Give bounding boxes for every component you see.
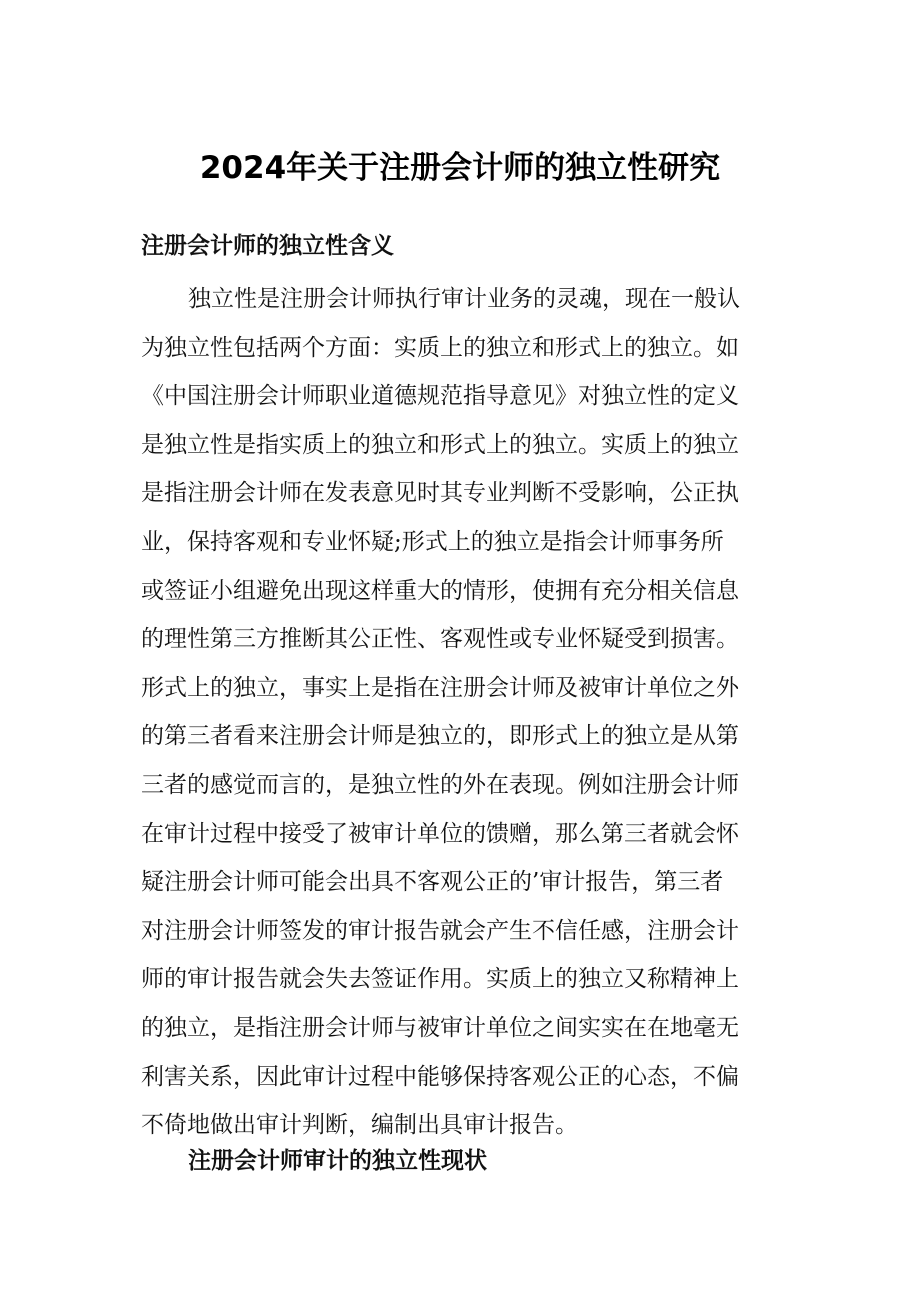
paragraph-line: 对注册会计师签发的审计报告就会产生不信任感，注册会计 xyxy=(141,917,739,944)
paragraph-line: 《中国注册会计师职业道德规范指导意见》对独立性的定义 xyxy=(141,383,739,410)
paragraph-line: 业，保持客观和专业怀疑;形式上的独立是指会计师事务所 xyxy=(141,528,724,555)
paragraph-line: 是独立性是指实质上的独立和形式上的独立。实质上的独立 xyxy=(141,431,739,458)
paragraph-line: 师的审计报告就会失去签证作用。实质上的独立又称精神上 xyxy=(141,966,739,993)
paragraph-line: 形式上的独立，事实上是指在注册会计师及被审计单位之外 xyxy=(141,674,739,701)
section-heading-independence-meaning: 注册会计师的独立性含义 xyxy=(141,232,394,259)
paragraph-line: 利害关系，因此审计过程中能够保持客观公正的心态，不偏 xyxy=(141,1063,739,1090)
document-title: 2024年关于注册会计师的独立性研究 xyxy=(199,150,721,186)
paragraph-line: 或签证小组避免出现这样重大的情形，使拥有充分相关信息 xyxy=(141,577,739,604)
paragraph-line: 是指注册会计师在发表意见时其专业判断不受影响，公正执 xyxy=(141,480,739,507)
paragraph-line: 疑注册会计师可能会出具不客观公正的’审计报告，第三者 xyxy=(141,869,724,896)
paragraph-line: 的第三者看来注册会计师是独立的，即形式上的独立是从第 xyxy=(141,723,739,750)
paragraph-line: 三者的感觉而言的，是独立性的外在表现。例如注册会计师 xyxy=(141,771,739,798)
paragraph-line: 的独立，是指注册会计师与被审计单位之间实实在在地毫无 xyxy=(141,1014,739,1041)
paragraph-line: 独立性是注册会计师执行审计业务的灵魂，现在一般认 xyxy=(188,286,740,312)
paragraph-line: 的理性第三方推断其公正性、客观性或专业怀疑受到损害。 xyxy=(141,626,739,653)
paragraph-line: 不倚地做出审计判断，编制出具审计报告。 xyxy=(141,1112,578,1139)
paragraph-line: 在审计过程中接受了被审计单位的馈赠，那么第三者就会怀 xyxy=(141,820,739,847)
paragraph-line: 为独立性包括两个方面：实质上的独立和形式上的独立。如 xyxy=(141,334,739,361)
paragraph-independence-definition xyxy=(141,280,791,1155)
section-heading-independence-status: 注册会计师审计的独立性现状 xyxy=(188,1147,487,1174)
